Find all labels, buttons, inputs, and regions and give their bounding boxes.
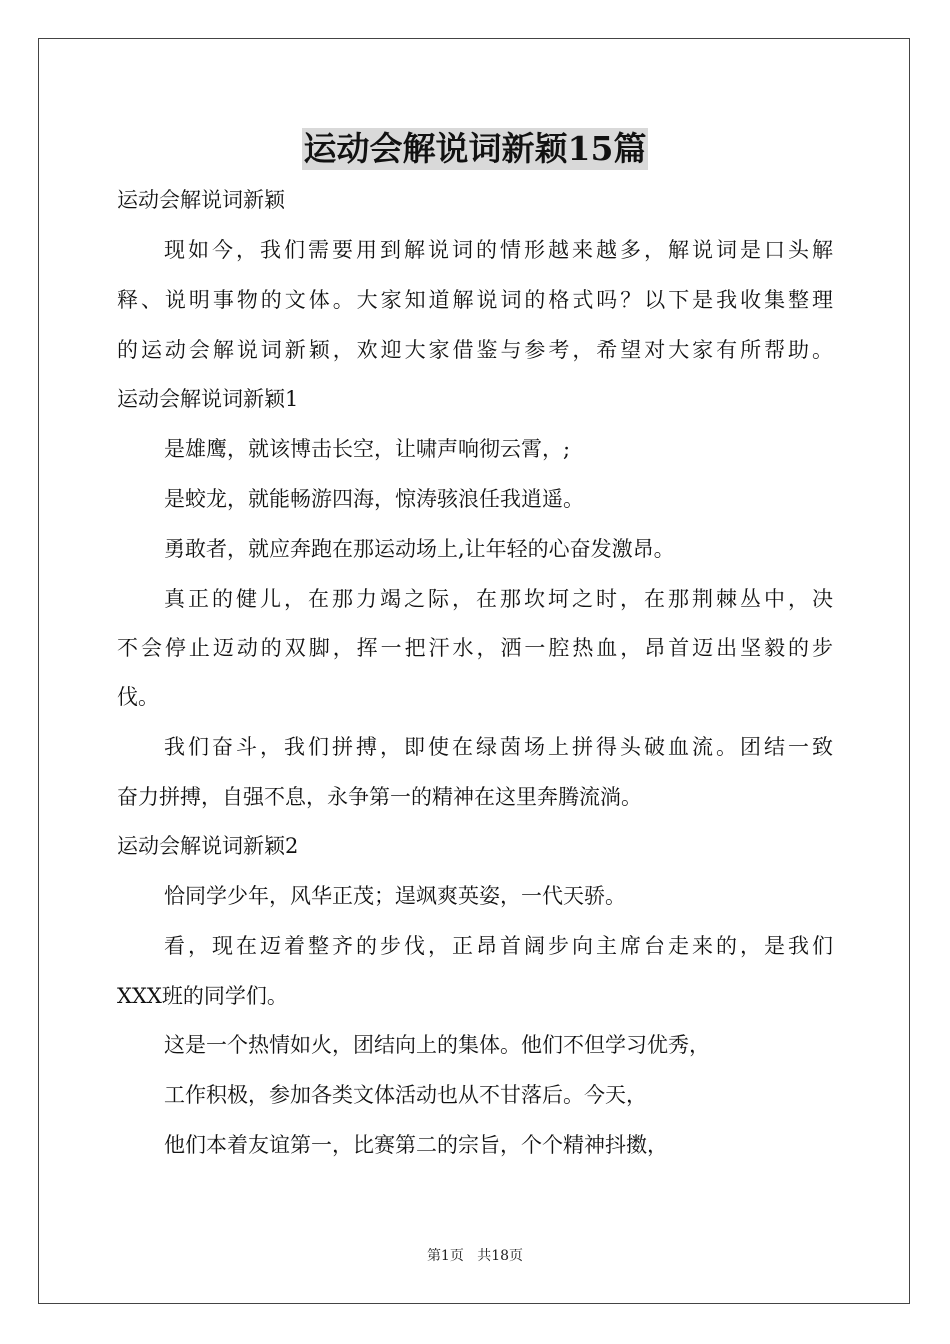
paragraph-line: 真正的健儿，在那力竭之际，在那坎坷之时，在那荆棘丛中，决 (164, 587, 833, 611)
page-total: 共18页 (477, 1248, 524, 1264)
paragraph-line: 的运动会解说词新颖，欢迎大家借鉴与参考，希望对大家有所帮助。 (117, 338, 833, 362)
section-heading: 运动会解说词新颖2 (117, 834, 299, 858)
paragraph-line: 现如今，我们需要用到解说词的情形越来越多，解说词是口头解 (164, 238, 833, 262)
paragraph-line: 不会停止迈动的双脚，挥一把汗水，洒一腔热血，昂首迈出坚毅的步 (117, 636, 833, 660)
document-title: 运动会解说词新颖15篇 (303, 129, 647, 168)
paragraph-line: 奋力拼搏，自强不息，永争第一的精神在这里奔腾流淌。 (117, 785, 642, 809)
paragraph-line: 工作积极，参加各类文体活动也从不甘落后。今天， (164, 1083, 647, 1107)
subtitle-line: 运动会解说词新颖 (117, 188, 285, 212)
paragraph-line: 这是一个热情如火，团结向上的集体。他们不但学习优秀， (164, 1033, 710, 1057)
paragraph-line: 他们本着友谊第一，比赛第二的宗旨，个个精神抖擞， (164, 1133, 668, 1157)
paragraph-line: 看，现在迈着整齐的步伐，正昂首阔步向主席台走来的，是我们 (164, 934, 833, 958)
page-footer (0, 1246, 950, 1266)
page-number: 第1页 (426, 1248, 464, 1264)
page-border (38, 38, 910, 1304)
paragraph-line: 释、说明事物的文体。大家知道解说词的格式吗？以下是我收集整理 (117, 288, 833, 312)
paragraph-line: 是蛟龙，就能畅游四海，惊涛骇浪任我逍遥。 (164, 487, 584, 511)
paragraph-line: 恰同学少年，风华正茂；逞飒爽英姿，一代天骄。 (164, 884, 626, 908)
paragraph-line: XXX班的同学们。 (117, 984, 288, 1008)
paragraph-line: 伐。 (117, 685, 159, 709)
paragraph-line: 是雄鹰，就该博击长空，让啸声响彻云霄，; (164, 437, 571, 461)
paragraph-line: 我们奋斗，我们拼搏，即使在绿茵场上拼得头破血流。团结一致 (164, 735, 833, 759)
section-heading: 运动会解说词新颖1 (117, 387, 299, 411)
title-container (0, 128, 950, 170)
paragraph-line: 勇敢者，就应奔跑在那运动场上,让年轻的心奋发激昂。 (164, 537, 675, 561)
